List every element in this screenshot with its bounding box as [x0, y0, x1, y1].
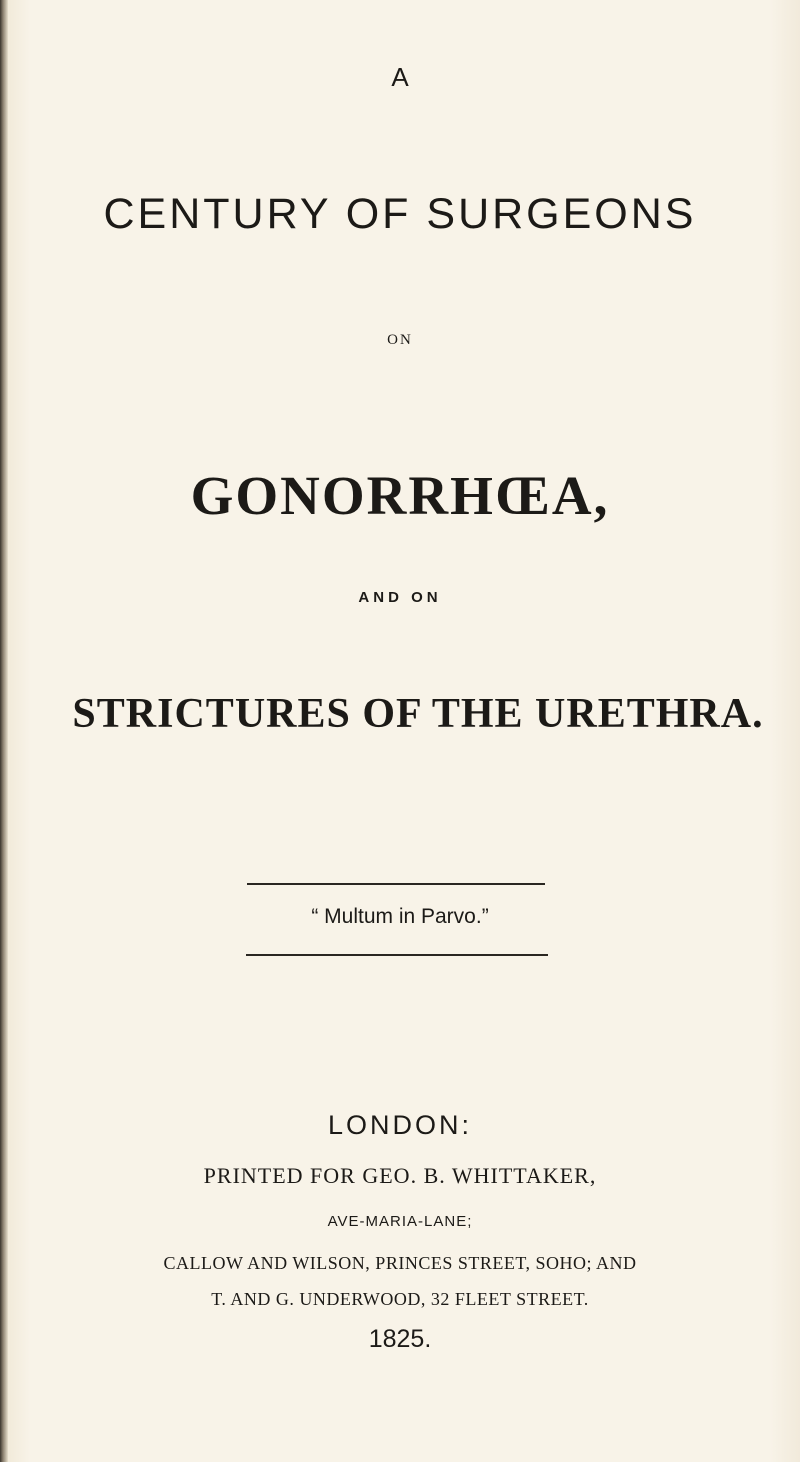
- title-line-strictures: STRICTURES OF THE URETHRA.: [72, 691, 764, 737]
- imprint-printed-for: PRINTED FOR GEO. B. WHITTAKER,: [203, 1163, 597, 1188]
- title-article: A: [391, 62, 409, 92]
- imprint-address: AVE-MARIA-LANE;: [327, 1213, 473, 1230]
- imprint-year: 1825.: [368, 1325, 432, 1353]
- imprint-sellers-line-1: CALLOW AND WILSON, PRINCES STREET, SOHO; AND: [163, 1253, 637, 1273]
- title-line-century: CENTURY OF SURGEONS: [103, 190, 697, 238]
- motto-rule-bottom: [246, 954, 548, 956]
- motto-rule-top: [247, 883, 545, 885]
- title-connector-on: ON: [387, 332, 413, 348]
- imprint-sellers-line-2: T. AND G. UNDERWOOD, 32 FLEET STREET.: [211, 1289, 589, 1309]
- motto: “ Multum in Parvo.”: [311, 905, 489, 928]
- title-connector-and-on: AND ON: [358, 589, 442, 606]
- imprint-city: LONDON:: [327, 1110, 473, 1140]
- title-line-gonorrhoea: GONORRHŒA,: [190, 465, 610, 526]
